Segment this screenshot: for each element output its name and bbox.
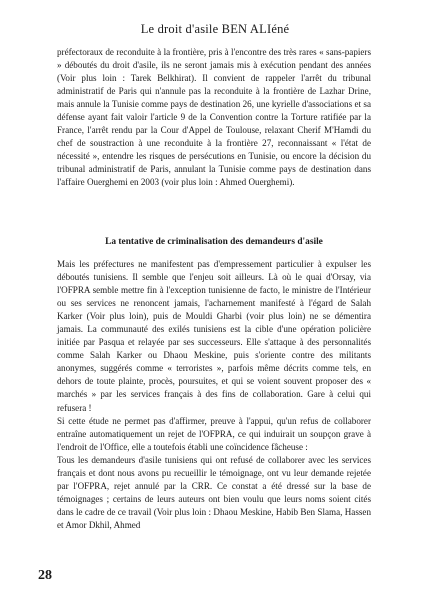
- paragraph-4: Tous les demandeurs d'asile tunisiens qui ont refusé de collaborer avec les services français et dont nous avons pu recueillir le témoignage, ont vu leur demande rejetée par l'OFPRA, rejet annulé par la CRR. Ce constat a été dressé sur la base de témoignages ; certains de leurs auteurs ont bien voulu que leurs noms soient cités dans le cadre de ce travail (Voir plus loin : Dhaou Meskine, Habib Ben Slama, Hassen et Amor Dkhil, Ahmed: [57, 454, 371, 530]
- running-head: Le droit d'asile BEN ALIéné: [140, 22, 290, 36]
- paragraph-3: Si cette étude ne permet pas d'affirmer, preuve à l'appui, qu'un refus de collaborer entraîne automatiquement un rejet de l'OFPRA, ce qui induirait un soupçon grave à l'endroit de l'Office, elle a toutefois établi une coïncidence fâcheuse :: [57, 415, 371, 452]
- body-text-top: [57, 46, 371, 190]
- paragraph-2: Mais les préfectures ne manifestent pas d'empressement particulier à expulser les déboutés tunisiens. Il semble que l'enjeu soit ailleurs. Là où le quai d'Orsay, via l'OFPRA semble mettre fin à l'exception tunisienne de facto, le ministre de l'Intérieur ou ses services ne renoncent jamais, l'acharnement manifesté à l'égard de Salah Karker (Voir plus loin), puis de Mouldi Gharbi (voir plus loin) ne se démentira jamais. La communauté des exilés tunisiens est la cible d'une opération policière initiée par Pasqua et relayée par ses successeurs. Elle s'attaque à des personnalités comme Salah Karker ou Dhaou Meskine, puis s'oriente contre des militants anonymes, suggérés comme « terroristes », parfois même décrits comme tels, en dehors de toute plainte, procès, poursuites, et qui se voient souvent proposer des « marchés » par les services français à des fins de collaboration. Gare à celui qui refusera !: [57, 259, 371, 413]
- paragraph-1: préfectoraux de reconduite à la frontière, pris à l'encontre des très rares « sans-papiers » déboutés du droit d'asile, ils ne seront jamais mis à exécution pendant des années (Voir plus loin : Tarek Belkhirat). Il convient de rappeler l'arrêt du tribunal administratif de Paris qui n'annule pas la reconduite à la frontière de Lazhar Drine, mais annule la Tunisie comme pays de destination 26, une kyrielle d'associations et sa défense ayant fait valoir l'article 9 de la Convention contre la Torture ratifiée par la France, l'arrêt rendu par la Cour d'Appel de Toulouse, relaxant Cherif M'Hamdi du chef de soustraction à une reconduite à la frontière 27, reconnaissant « l'état de nécessité », entendre les risques de persécutions en Tunisie, ou encore la décision du tribunal administratif de Paris, annulant la Tunisie comme pays de destination dans l'affaire Ouerghemi en 2003 (voir plus loin : Ahmed Ouerghemi).: [57, 47, 371, 188]
- body-text-bottom: [57, 258, 371, 532]
- page-number: 28: [38, 568, 52, 583]
- section-heading: La tentative de criminalisation des demandeurs d'asile: [105, 237, 323, 247]
